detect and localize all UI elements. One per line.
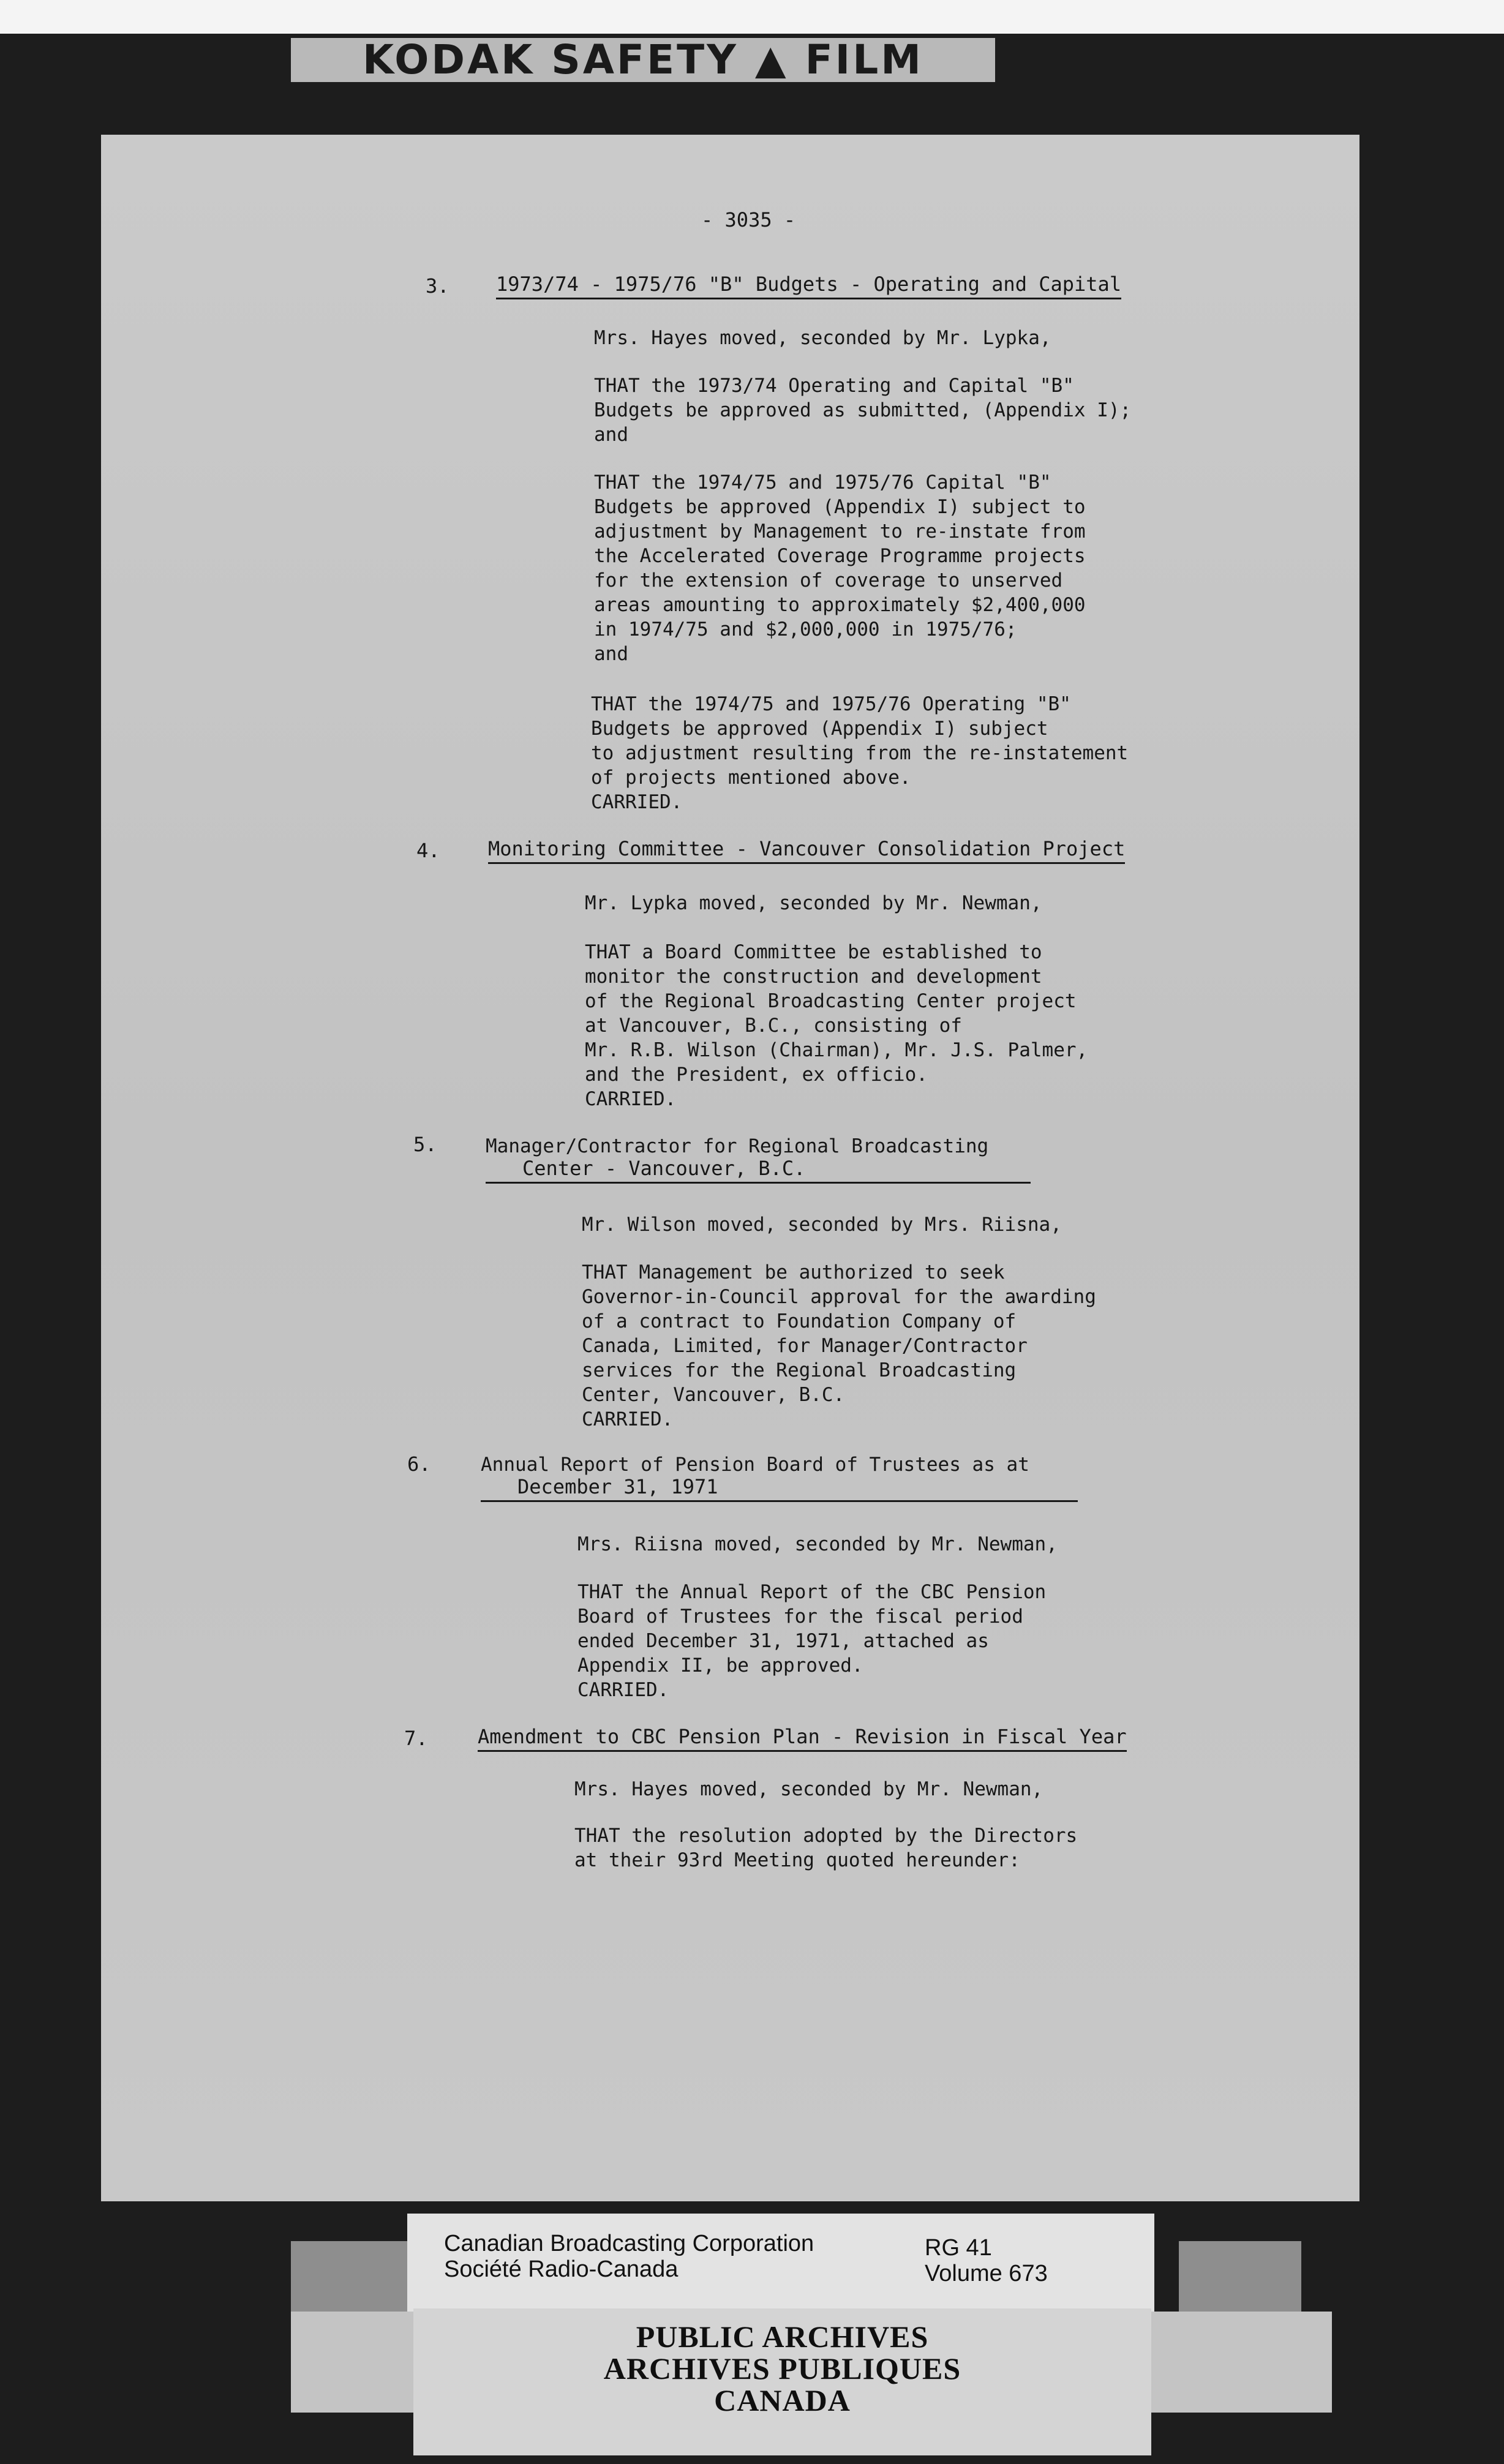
corporation-name-fr: Société Radio-Canada [444, 2256, 679, 2282]
section-number: 5. [413, 1133, 437, 1156]
resolution-paragraph: THAT the 1974/75 and 1975/76 Operating "B" Budgets be approved (Appendix I) subject to adjustment resulting from the re-instatement of projects mentioned above. CARRIED. [591, 693, 1129, 813]
resolution-paragraph: THAT a Board Committee be established to monitor the construction and development of the Regional Broadcasting Center project at Vancouver, B.C., consisting of Mr. R.B. Wilson (Chairman), Mr. J.S. Palmer, and the President, ex officio. CARRIED. [585, 941, 1088, 1110]
section-heading-line1: Manager/Contractor for Regional Broadcasting [486, 1135, 989, 1157]
volume-number: Volume 673 [925, 2261, 1048, 2286]
archive-line-1: PUBLIC ARCHIVES [636, 2319, 929, 2354]
motion-line: Mrs. Hayes moved, seconded by Mr. Newman, [574, 1778, 1043, 1800]
resolution-paragraph: THAT the 1973/74 Operating and Capital "B" Budgets be approved as submitted, (Appendix I); and [594, 375, 1132, 446]
film-edge-marking: KODAK SAFETY ▲ FILM [291, 38, 995, 82]
motion-line: Mrs. Riisna moved, seconded by Mr. Newman, [577, 1533, 1058, 1555]
resolution-paragraph: THAT the 1974/75 and 1975/76 Capital "B" Budgets be approved (Appendix I) subject to adjustment by Management to re-instate from the Accelerated Coverage Programme projects for the extension of coverage to unserved areas amounting to approximately $2,400,000 in 1974/75 and $2,000,000 in 1975/76; and [594, 471, 1086, 665]
section-heading-line2: Center - Vancouver, B.C. [486, 1156, 1031, 1184]
resolution-paragraph: THAT the resolution adopted by the Directors at their 93rd Meeting quoted hereunder: [574, 1825, 1078, 1871]
archive-line-3: CANADA [714, 2383, 851, 2417]
section-heading: Amendment to CBC Pension Plan - Revision in Fiscal Year [478, 1724, 1127, 1752]
resolution-paragraph: THAT the Annual Report of the CBC Pension Board of Trustees for the fiscal period ended December 31, 1971, attached as Appendix II, be approved. CARRIED. [577, 1581, 1047, 1701]
label-shadow-left [291, 2241, 413, 2312]
scan-top-margin [0, 0, 1504, 34]
page-number: - 3035 - [701, 208, 796, 231]
archive-reference-label [407, 2214, 1154, 2312]
section-number: 7. [404, 1727, 428, 1750]
section-heading: Monitoring Committee - Vancouver Consolidation Project [488, 836, 1125, 864]
motion-line: Mrs. Hayes moved, seconded by Mr. Lypka, [594, 327, 1051, 349]
section-heading-line2: December 31, 1971 [481, 1474, 1078, 1502]
record-group: RG 41 [925, 2235, 992, 2261]
document-page [101, 135, 1359, 2201]
section-heading: 1973/74 - 1975/76 "B" Budgets - Operating and Capital [496, 272, 1121, 299]
section-number: 3. [426, 274, 449, 298]
resolution-paragraph: THAT Management be authorized to seek Governor-in-Council approval for the awarding of a contract to Foundation Company of Canada, Limited, for Manager/Contractor services for the Regional Broadcasting Center, Vancouver, B.C. CARRIED. [582, 1261, 1096, 1430]
section-heading-line1: Annual Report of Pension Board of Trustees as at [481, 1454, 1029, 1476]
label-shadow-right [1179, 2241, 1301, 2312]
section-number: 4. [416, 839, 440, 862]
corporation-name-en: Canadian Broadcasting Corporation [444, 2231, 814, 2256]
motion-line: Mr. Wilson moved, seconded by Mrs. Riisna, [582, 1214, 1062, 1236]
archive-line-2: ARCHIVES PUBLIQUES [603, 2351, 961, 2386]
motion-line: Mr. Lypka moved, seconded by Mr. Newman, [585, 892, 1042, 914]
section-number: 6. [407, 1452, 431, 1476]
archive-stamp [413, 2308, 1151, 2455]
